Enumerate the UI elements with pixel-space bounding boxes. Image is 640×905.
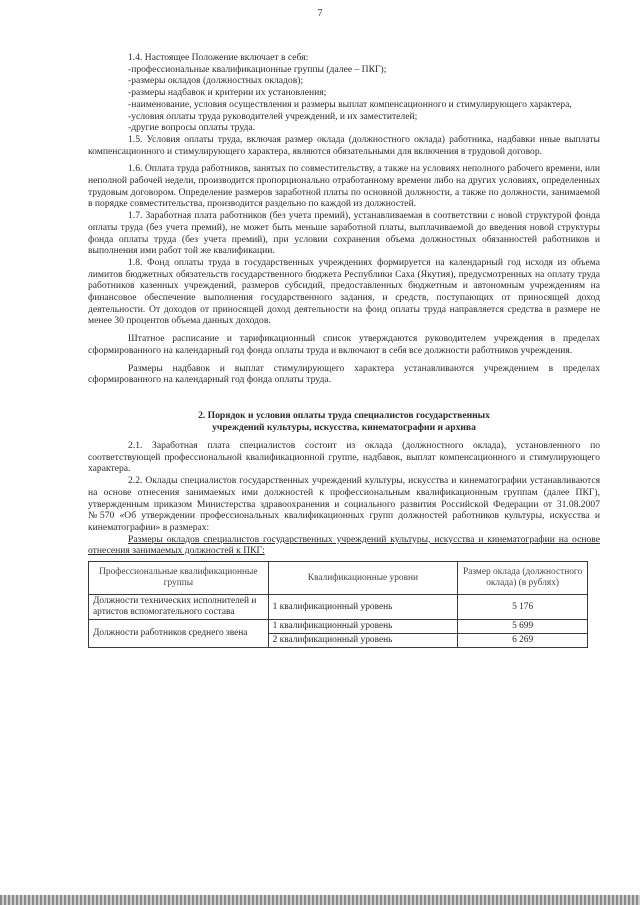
cell-level: 1 квалификационный уровень [268,595,458,620]
clause-1-4-item: -размеры надбавок и критерии их установления; [128,87,327,99]
section-2-heading-line-1: 2. Порядок и условия оплаты труда специалистов государственных [198,409,490,421]
cell-level: 2 квалификационный уровень [268,634,458,648]
page-number: 7 [317,8,323,19]
clause-1-6: 1.6. Оплата труда работников, занятых по совместительству, а также на условиях неполного рабочего времени, или неполной рабочей недели, производится пропорционально отработанному времени либо на других условиях, определенных трудовым договором. Определение размеров заработной платы по основной должности, а также по должности, занимаемой в порядке совместительства, производится раздельно по каждой из должностей. [88,163,600,210]
table-caption: Размеры окладов специалистов государственных учреждений культуры, искусства и кинематографии на основе отнесения занимаемых должностей к ПКГ: [88,533,600,557]
cell-group: Должности технических исполнителей и артистов вспомогательного состава [89,595,269,620]
clause-1-4-item: -профессиональные квалификационные группы (далее – ПКГ); [128,63,387,75]
cell-group: Должности работников среднего звена [89,620,269,648]
clause-1-4-item: -размеры окладов (должностных окладов); [128,75,304,87]
section-2-heading-line-2: учреждений культуры, искусства, кинематографии и архива [212,421,476,433]
table-row [89,595,588,620]
clause-2-2: 2.2. Оклады специалистов государственных учреждений культуры, искусства и кинематографии устанавливаются на основе отнесения занимаемых ими должностей к профессиональным квалификационным группам (далее ПКГ), утвержденным приказом Министерства здравоохранения и социального развития Российской Федерации от 31.08.2007 №570 «Об утверждении профессиональных квалификационных групп должностей работников культуры, искусства и кинематографии» в размерах: [88,475,600,533]
table-row [89,620,588,634]
clause-1-4-intro: 1.4. Настоящее Положение включает в себя: [128,52,309,63]
column-header-group: Профессиональные квалификационные группы [89,562,269,595]
bonus-paragraph: Размеры надбавок и выплат стимулирующего характера устанавливаются учреждением в пределах сформированного на календарный год фонда оплаты труда. [88,362,600,386]
staffing-paragraph: Штатное расписание и тарификационный список утверждаются руководителем учреждения в пределах сформированного на календарный год фонда оплаты труда и включают в себя все должности работников учреждения. [88,333,600,356]
clause-1-7: 1.7. Заработная плата работников (без учета премий), устанавливаемая в соответствии с новой структурой фонда оплаты труда (без учета премий), не может быть меньше заработной платы, выплачиваемой до введения новой структуры фонда оплаты труда (без учета премий), при условии сохранения объема должностных обязанностей работников и выполнения ими работ той же квалификации. [88,210,600,257]
table-header-row [89,562,588,595]
scan-edge-divider [0,895,640,905]
column-header-salary: Размер оклада (должностного оклада) (в рублях) [458,562,588,595]
column-header-level: Квалификационные уровни [268,562,458,595]
salary-table [88,561,588,648]
clause-1-4-item: -наименование, условия осуществления и размеры выплат компенсационного и стимулирующего характера, [128,98,572,110]
cell-level: 1 квалификационный уровень [268,620,458,634]
clause-1-5: 1.5. Условия оплаты труда, включая размер оклада (должностного оклада) работника, надбавки иные выплаты компенсационного и стимулирующего характера, являются обязательными для включения в трудовой договор. [88,133,600,157]
clause-1-4-item: -другие вопросы оплаты труда. [128,122,256,134]
clause-2-1: 2.1. Заработная плата специалистов состоит из оклада (должностного оклада), установленного по соответствующей профессиональной квалификационной группе, надбавок, выплат компенсационного и стимулирующего характера. [88,439,600,475]
cell-salary: 5 176 [458,595,588,620]
cell-salary: 5 699 [458,620,588,634]
cell-salary: 6 269 [458,634,588,648]
clause-1-4-item: -условия оплаты труда руководителей учреждений, и их заместителей; [128,110,418,122]
document-body [88,52,600,648]
clause-1-8: 1.8. Фонд оплаты труда в государственных учреждениях формируется на календарный год исходя из объема лимитов бюджетных обязательств государственного бюджета Республики Саха (Якутия), предусмотренных на оплату труда работников казенных учреждений, размеров субсидий, предоставленных бюджетным и автономным учреждениям на финансовое обеспечение выполнения государственного задания, и средств, поступающих от приносящей доход деятельности. От доходов от приносящей доход деятельности на фонд оплаты труда направляется средства в размере не менее 30 процентов объема данных доходов. [88,256,600,327]
